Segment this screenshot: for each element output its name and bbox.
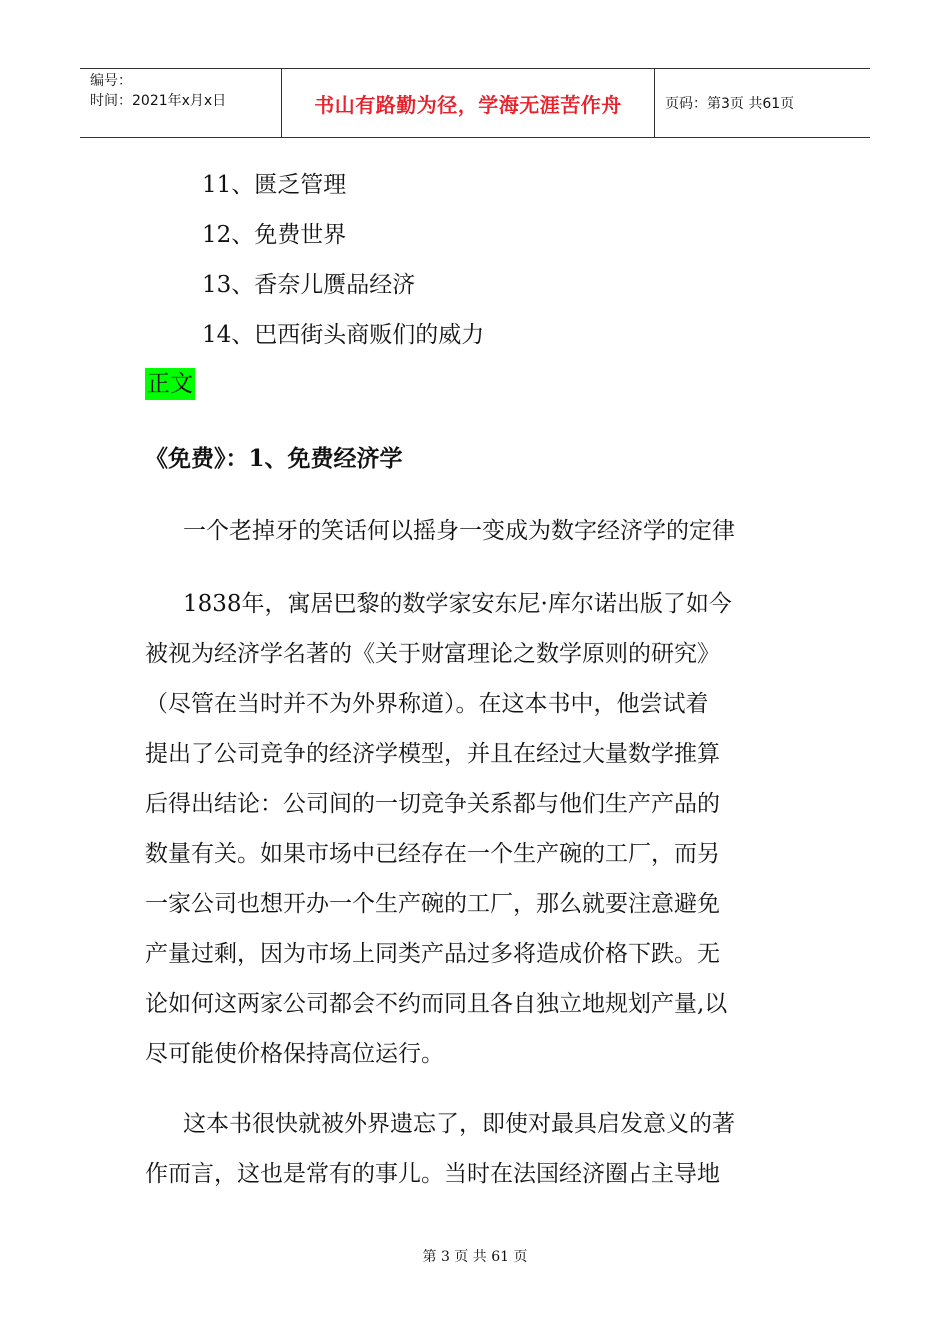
text-line: 被视为经济学名著的《关于财富理论之数学原则的研究》 (145, 641, 720, 667)
text-line: 1838年，寓居巴黎的数学家安东尼·库尔诺出版了如今 (183, 591, 732, 617)
section-title: 《免费》：1、免费经济学 (145, 445, 403, 472)
highlighted-heading: 正文 (145, 368, 195, 400)
toc-item: 13、香奈儿赝品经济 (202, 272, 416, 298)
text-line: 提出了公司竞争的经济学模型，并且在经过大量数学推算 (145, 741, 720, 767)
header-meta (80, 69, 282, 137)
toc-item: 14、巴西街头商贩们的威力 (202, 322, 485, 348)
page-header (80, 68, 870, 138)
number-label: 编号： (90, 73, 132, 89)
date-label: 时间：2021年x月x日 (90, 93, 227, 109)
header-motto: 书山有路勤为径，学海无涯苦作舟 (314, 92, 622, 117)
text-line: 产量过剩，因为市场上同类产品过多将造成价格下跌。无 (145, 941, 720, 967)
text-line: 论如何这两家公司都会不约而同且各自独立地规划产量,以 (145, 991, 728, 1017)
text-line: 一家公司也想开办一个生产碗的工厂，那么就要注意避免 (145, 891, 720, 917)
header-motto-cell (282, 69, 655, 137)
toc-item: 12、免费世界 (202, 222, 347, 248)
text-line: 这本书很快就被外界遗忘了，即使对最具启发意义的著 (183, 1111, 735, 1137)
page-footer: 第 3 页 共 61 页 (422, 1249, 528, 1265)
text-line: 数量有关。如果市场中已经存在一个生产碗的工厂，而另 (145, 841, 720, 867)
toc-item: 11、匮乏管理 (202, 172, 347, 198)
text-line: 尽可能使价格保持高位运行。 (145, 1041, 444, 1067)
text-line: 一个老掉牙的笑话何以摇身一变成为数字经济学的定律 (183, 518, 735, 544)
text-line: （尽管在当时并不为外界称道）。在这本书中，他尝试着 (145, 691, 709, 717)
header-page-info: 页码：第3页 共61页 (665, 96, 795, 112)
text-line: 作而言，这也是常有的事儿。当时在法国经济圈占主导地 (145, 1161, 720, 1187)
text-line: 后得出结论：公司间的一切竞争关系都与他们生产产品的 (145, 791, 720, 817)
